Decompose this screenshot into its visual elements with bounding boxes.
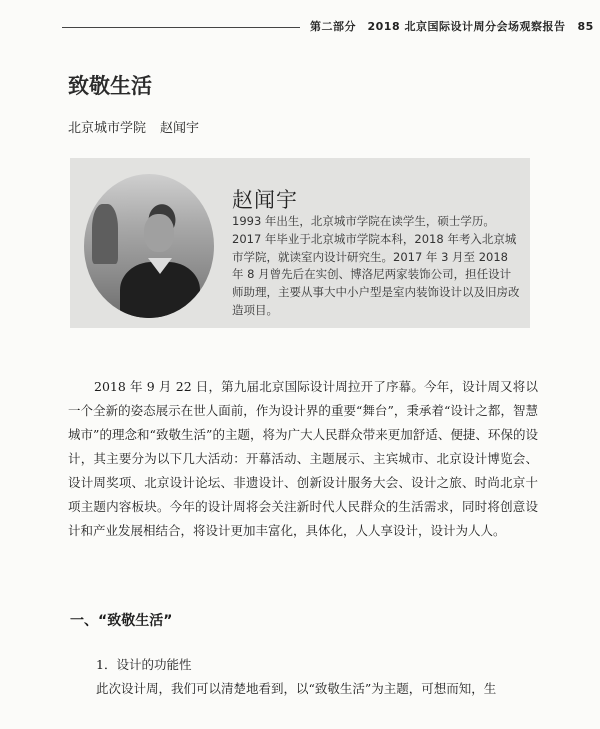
header-rule — [62, 27, 300, 28]
body-continuation: 此次设计周，我们可以清楚地看到，以“致敬生活”为主题，可想而知，生 — [96, 681, 497, 696]
photo-background-tree — [92, 204, 118, 264]
page-number: 85 — [577, 20, 594, 33]
profile-bio: 1993 年出生，北京城市学院在读学生，硕士学历。2017 年毕业于北京城市学院本科，2018 年考入北京城市学院，就读室内设计研究生。2017 年 3 月至 2018 年 8 月曾先后在实创、博洛尼两家装饰公司，担任设计师助理，主要从事大中小户型是室内装饰设计以及旧房改造项目。 — [232, 214, 520, 317]
article-title: 致敬生活 — [68, 74, 152, 98]
author-photo — [84, 174, 214, 318]
body-paragraph: 2018 年 9 月 22 日，第九届北京国际设计周拉开了序幕。今年，设计周又将以一个全新的姿态展示在世人面前，作为设计界的重要“舞台”，秉承着“设计之都，智慧城市”的理念和“致敬生活”的主题，将为广大人民群众带来更加舒适、便捷、环保的设计，其主要分为以下几大活动：开幕活动、主题展示、主宾城市、北京设计博览会、设计周奖项、北京设计论坛、非遗设计、创新设计服务大会、设计之旅、时尚北京十项主题内容板块。今年的设计周将会关注新时代人民群众的生活需求，同时将创意设计和产业发展相结合，将设计更加丰富化，具体化，人人享设计，设计为人人。 — [68, 379, 538, 538]
author-line — [68, 117, 199, 136]
profile-name: 赵闻宇 — [232, 188, 298, 212]
affiliation: 北京城市学院 — [68, 121, 147, 136]
author-name: 赵闻宇 — [160, 121, 200, 136]
subsection-heading: 1．设计的功能性 — [96, 657, 192, 672]
header-title: 第二部分 2018 北京国际设计周分会场观察报告 — [310, 20, 566, 33]
running-header — [310, 18, 594, 34]
photo-figure-face — [144, 214, 174, 252]
section-heading: 一、“致敬生活” — [70, 613, 173, 629]
